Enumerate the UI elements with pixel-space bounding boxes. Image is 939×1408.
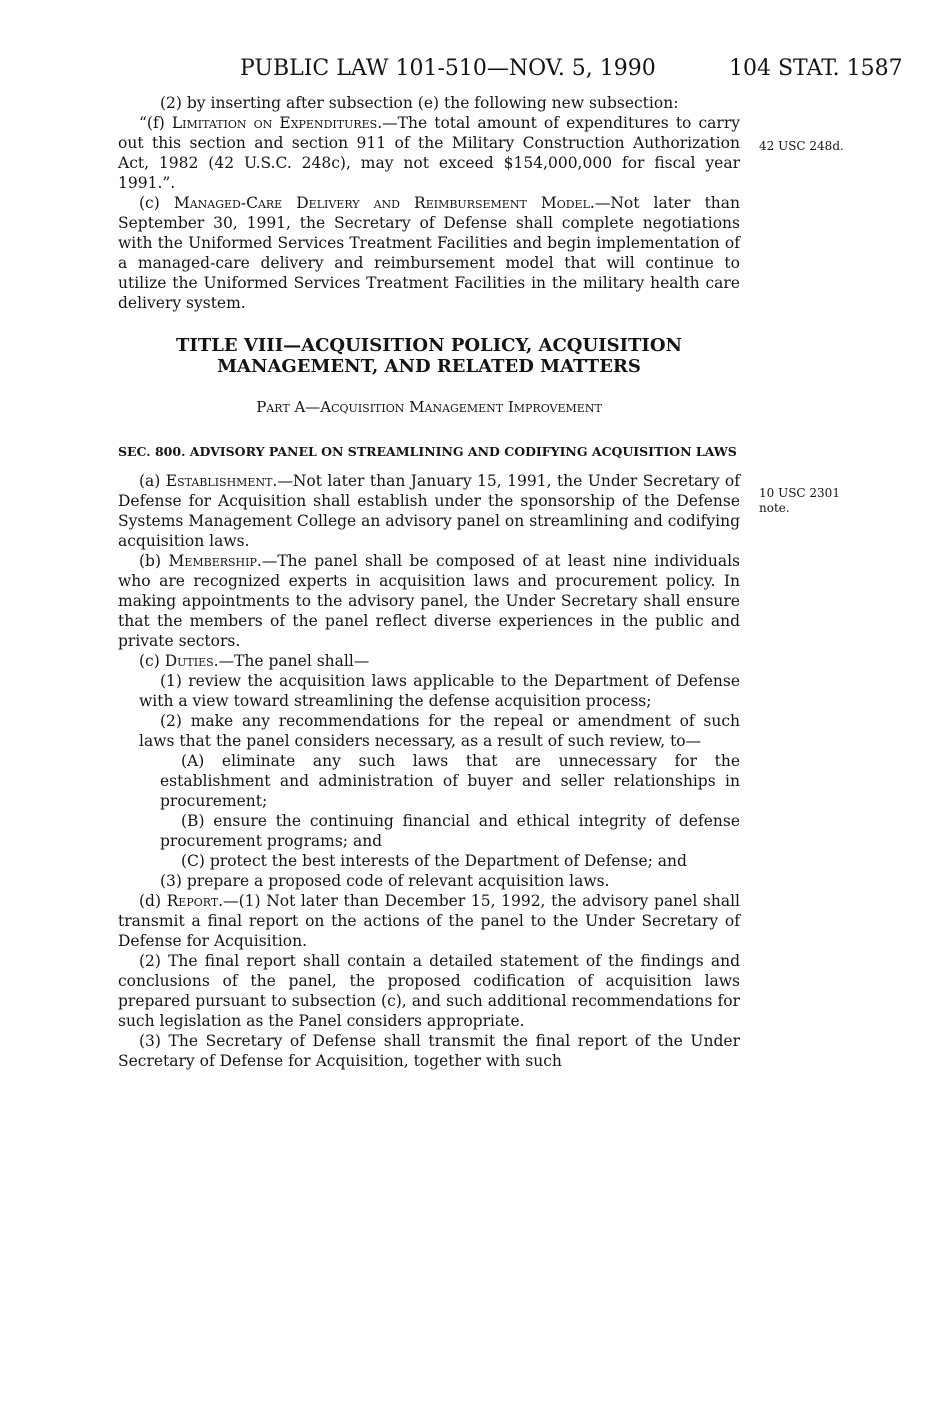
stat-page-number: 104 STAT. 1587 [729, 56, 903, 81]
subsection-heading: Managed-Care Delivery and Reimbursement Model. [173, 194, 595, 212]
subsection-heading: Establishment. [165, 472, 278, 490]
report-paragraph-2: (2) The final report shall contain a detailed statement of the findings and conclusions of the panel, the proposed codification of acquisition laws prepared pursuant to subsection (c), and such additional recommendations for such legislation as the Panel considers appropriate. [118, 952, 740, 1030]
subsection-text: —The total amount of expenditures to carry out this section and section 911 of the Military Construction Authorization Act, 1982 (42 U.S.C. 248c), may not exceed $154,000,000 for fiscal year 1991.”. [118, 114, 740, 192]
subsection-heading: Duties. [164, 652, 219, 670]
duty-subparagraph-c: (C) protect the best interests of the Department of Defense; and [181, 852, 687, 870]
duty-subparagraph-a: (A) eliminate any such laws that are unnecessary for the establishment and administration of buyer and seller relationships in procurement; [160, 752, 740, 810]
subsection-b [118, 551, 740, 651]
subsection-text: —The panel shall— [218, 652, 370, 670]
section-heading: SEC. 800. ADVISORY PANEL ON STREAMLINING AND CODIFYING ACQUISITION LAWS [118, 444, 737, 459]
duty-paragraph-2: (2) make any recommendations for the repeal or amendment of such laws that the panel considers necessary, as a result of such review, to— [139, 712, 740, 750]
subsection-heading: Limitation on Expenditures. [171, 114, 383, 132]
subsection-lead: (a) [139, 472, 166, 490]
subsection-lead: (c) [139, 652, 165, 670]
subsection-text: —Not later than January 15, 1991, the Under Secretary of Defense for Acquisition shall establish under the sponsorship of the Defense Systems Management College an advisory panel on streamlining and codifying acquisition laws. [118, 472, 740, 550]
duty-subparagraph-b: (B) ensure the continuing financial and ethical integrity of defense procurement programs; and [160, 812, 740, 850]
running-head: PUBLIC LAW 101-510—NOV. 5, 1990 [240, 56, 656, 81]
title-line: MANAGEMENT, AND RELATED MATTERS [217, 356, 641, 377]
margin-note-line: note. [759, 501, 790, 515]
subsection-lead: (d) [139, 892, 167, 910]
amendment-instruction: (2) by inserting after subsection (e) the following new subsection: [160, 94, 679, 112]
subsection-lead: (c) [139, 194, 174, 212]
subsection-c-managed-care [118, 193, 740, 313]
part-heading: Part A—Acquisition Management Improvement [256, 398, 602, 416]
subsection-d [118, 891, 740, 951]
margin-note-10-usc [759, 486, 840, 516]
margin-note-42-usc: 42 USC 248d. [759, 139, 844, 153]
margin-note-line: 10 USC 2301 [759, 486, 840, 500]
subsection-heading: Report. [166, 892, 224, 910]
main-text [118, 93, 740, 1071]
subsection-heading: Membership. [168, 552, 262, 570]
subsection-c-duties [118, 651, 740, 671]
title-heading [118, 335, 740, 377]
report-paragraph-3: (3) The Secretary of Defense shall transmit the final report of the Under Secretary of Defense for Acquisition, together with such [118, 1032, 740, 1070]
duty-paragraph-3: (3) prepare a proposed code of relevant acquisition laws. [160, 872, 610, 890]
subsection-a [118, 471, 740, 551]
subsection-text: —(1) Not later than December 15, 1992, the advisory panel shall transmit a final report on the actions of the panel to the Under Secretary of Defense for Acquisition. [118, 892, 740, 950]
subsection-lead: (b) [139, 552, 169, 570]
subsection-lead: “(f) [139, 114, 172, 132]
title-line: TITLE VIII—ACQUISITION POLICY, ACQUISITION [176, 335, 682, 356]
duty-paragraph-1: (1) review the acquisition laws applicable to the Department of Defense with a view toward streamlining the defense acquisition process; [139, 672, 740, 710]
subsection-text: —Not later than September 30, 1991, the Secretary of Defense shall complete negotiations with the Uniformed Services Treatment Facilities and begin implementation of a managed-care delivery and reimbursement model that will continue to utilize the Uniformed Services Treatment Facilities in the military health care delivery system. [118, 194, 740, 312]
subsection-text: —The panel shall be composed of at least nine individuals who are recognized experts in acquisition laws and procurement policy. In making appointments to the advisory panel, the Under Secretary shall ensure that the members of the panel reflect diverse experiences in the public and private sectors. [118, 552, 740, 650]
subsection-f [118, 113, 740, 193]
